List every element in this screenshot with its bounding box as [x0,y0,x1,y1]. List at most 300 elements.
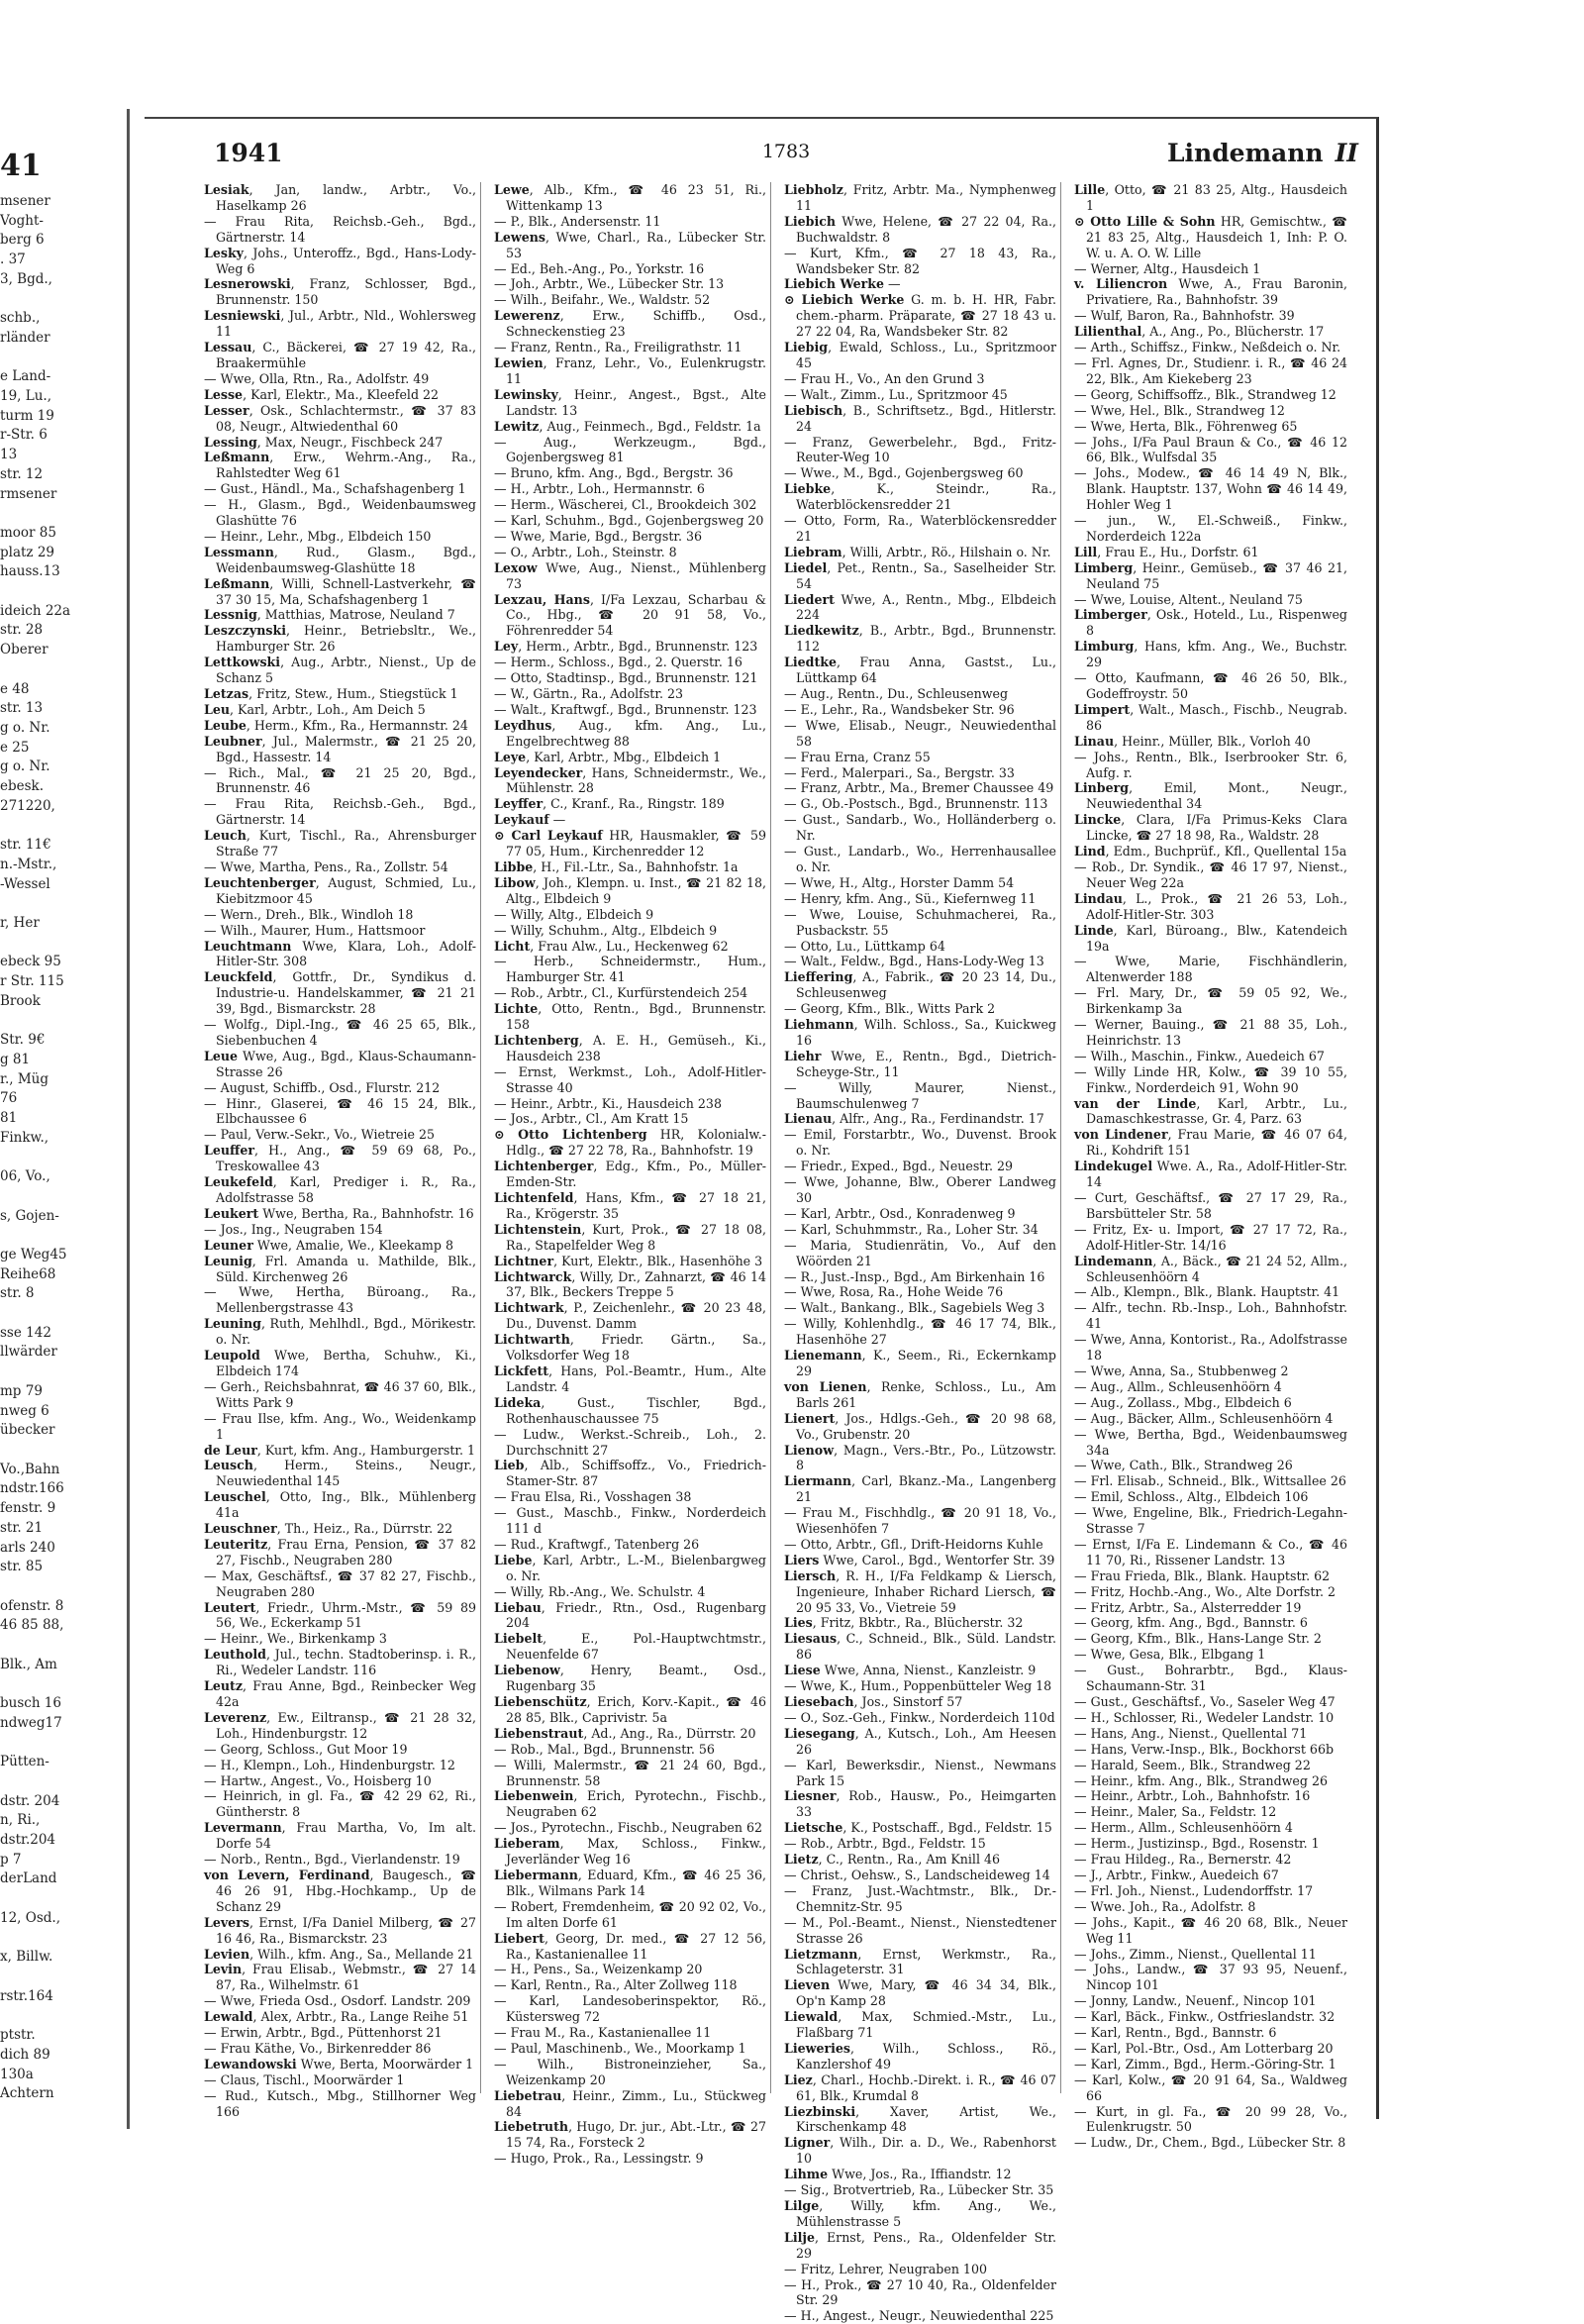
directory-entry [1074,355,1347,387]
directory-entry [1074,1836,1347,1852]
previous-page-line [0,1772,127,1792]
previous-page-line: r Str. 115 [0,973,64,990]
directory-entry [784,844,1056,875]
entry-name: Lichtenberger [494,1159,594,1174]
previous-page-line: schb., [0,310,41,327]
entry-name: Lesnerowski [204,276,291,292]
directory-entry [784,1710,1056,1726]
directory-entry [784,403,1056,435]
previous-page-line: dstr. 204 [0,1792,60,1809]
directory-entry [494,340,766,355]
directory-entry [1074,324,1347,340]
directory-entry [494,230,766,261]
entry-details: — Willy, Altg., Elbdeich 9 [494,906,654,922]
entry-details: , C., Rentn., Ra., Am Knill 46 [818,1852,1001,1868]
entry-name: Liebetruth [494,2119,569,2135]
entry-name: Leyffer [494,796,544,812]
entry-details: , Hans, Kfm., ☎ 27 18 21, Ra., Krögerstr. 35 [506,1190,766,1221]
entry-details: — Wwe, Frieda Osd., Osdorf. Landstr. 209 [204,1993,471,2009]
previous-page-line: mp 79 [0,1382,43,1399]
entry-details: — Heinr., We., Birkenkamp 3 [204,1631,387,1647]
directory-entry [204,1222,476,1238]
entry-details: — Karl, Rentn., Bgd., Bannstr. 6 [1074,2025,1277,2041]
previous-page-line: Vo.,Bahn [0,1461,60,1477]
directory-entry [204,387,476,403]
entry-details: , Frau E., Hu., Dorfstr. 61 [1097,544,1259,559]
entry-details: , Kurt, Tischl., Ra., Ahrensburger Straße 77 [216,828,476,859]
directory-entry [784,1852,1056,1868]
directory-entry [1074,1364,1347,1379]
entry-details: — Rob., Arbtr., Bgd., Feldstr. 15 [784,1836,986,1852]
directory-entry [1074,1096,1347,1128]
entry-details: — Paul, Verw.-Sekr., Vo., Wietreie 25 [204,1127,436,1143]
entry-details: , Henry, Beamt., Osd., Rugenbarg 35 [506,1663,766,1694]
previous-page-line: Reihe68 [0,1265,56,1282]
entry-details: , Fritz, Bkbtr., Ra., Blücherstr. 32 [812,1615,1024,1631]
entry-details: , Jan, landw., Arbtr., Vo., Haselkamp 26 [216,182,476,213]
entry-details: — Heinr., kfm. Ang., Blk., Strandweg 26 [1074,1772,1328,1788]
directory-entry [494,1332,766,1364]
entry-details: — O., Soz.-Geh., Finkw., Norderdeich 110d [784,1709,1055,1725]
entry-details: , B., Schriftsetz., Bgd., Hitlerstr. 24 [796,402,1056,434]
directory-entry [204,1710,476,1742]
directory-entry [784,702,1056,718]
entry-details: Wwe, Amalie, We., Kleekamp 8 [252,1237,453,1253]
previous-page-line [0,1441,127,1461]
directory-entry [204,1742,476,1758]
entry-details: — Alfr., techn. Rb.-Insp., Loh., Bahnhofstr. 41 [1074,1300,1347,1332]
entry-details: — Friedr., Exped., Bgd., Neuestr. 29 [784,1159,1014,1174]
previous-page-line: -Wessel [0,875,50,892]
entry-name: Liez [784,2071,813,2087]
directory-entry [784,340,1056,371]
directory-entry [784,1726,1056,1758]
entry-name: Lilienthal [1074,324,1142,340]
directory-entry [204,1962,476,1993]
directory-entry [494,1458,766,1489]
directory-entry [204,875,476,907]
entry-name: Lessau [204,340,252,355]
entry-details: — R., Just.-Insp., Bgd., Am Birkenhain 16 [784,1268,1045,1284]
entry-details: , A., Kutsch., Loh., Am Heesen 26 [796,1725,1056,1757]
entry-name: Lickfett [494,1363,549,1378]
directory-entry [1074,1064,1347,1096]
directory-entry [784,1694,1056,1710]
entry-details: , Franz, Schlosser, Bgd., Brunnenstr. 150 [216,276,476,308]
directory-entry [784,1269,1056,1285]
directory-entry [204,1489,476,1521]
entry-details: , A., Ang., Po., Blücherstr. 17 [1141,324,1325,340]
previous-page-number: 41 [0,149,42,183]
previous-page-line: e Land- [0,368,51,385]
directory-entry [1074,1190,1347,1222]
previous-page-line: fenstr. 9 [0,1500,56,1517]
previous-page-line [0,582,127,602]
entry-details: — jun., W., El.-Schweiß., Finkw., Norderdeich 122a [1074,513,1347,544]
entry-details: , A., Bäck., ☎ 21 24 52, Allm., Schleusenhöörn 4 [1086,1253,1347,1284]
entry-name: Lille [1074,182,1106,197]
entry-name: Lieb [494,1458,525,1473]
entry-name: Liebenwein [494,1788,574,1804]
previous-page-line: Finkw., [0,1129,50,1146]
directory-entry [1074,1379,1347,1395]
directory-entry [784,481,1056,513]
entry-details: — Walt., Bankang., Blk., Sagebiels Weg 3 [784,1300,1045,1316]
previous-page-line: 46 85 88, [0,1617,64,1634]
entry-details: Wwe, Bertha, Schuhw., Ki., Elbdeich 174 [216,1348,476,1378]
entry-name: ⊙ Carl Leykauf [494,828,603,844]
directory-entry [204,796,476,828]
entry-details: Wwe, Bertha, Ra., Bahnhofstr. 16 [258,1205,474,1221]
entry-details: — Karl, Schuhmmstr., Ra., Loher Str. 34 [784,1221,1039,1237]
entry-details: — Herm., Allm., Schleusenhöörn 4 [1074,1820,1293,1836]
directory-entry [494,2057,766,2088]
entry-details: , Joh., Klempn. u. Inst., ☎ 21 82 18, Altg., Elbdeich 9 [506,874,766,906]
directory-entry [784,875,1056,891]
entry-name: Levermann [204,1820,282,1836]
directory-entry [784,435,1056,466]
entry-details: , B., Arbtr., Bgd., Brunnenstr. 112 [796,623,1056,655]
previous-page-line: n, Ri., [0,1812,41,1829]
previous-page-line [0,349,127,368]
entry-details: — Frl. Joh., Nienst., Ludendorffstr. 17 [1074,1882,1314,1898]
directory-entry [1074,859,1347,891]
entry-details: — Karl, Arbtr., Osd., Konradenweg 9 [784,1205,1016,1221]
entry-details: , Karl, Arbtr., L.-M., Bielenbargweg o. Nr. [506,1552,766,1583]
entry-details: , Otto, ☎ 21 83 25, Altg., Hausdeich 1 [1086,182,1347,213]
previous-page-line: übecker [0,1422,55,1439]
directory-entry [784,2072,1056,2104]
entry-details: — Karl, Kolw., ☎ 20 91 64, Sa., Waldweg 66 [1074,2071,1347,2103]
previous-page-line: Oberer [0,642,49,658]
directory-entry [784,1537,1056,1553]
entry-details: — Kurt, Kfm., ☎ 27 18 43, Ra., Wandsbeker Str. 82 [784,245,1056,276]
entry-name: Leusch [204,1458,253,1473]
entry-name: Leuffer [204,1143,255,1159]
entry-name: Lewald [204,2009,253,2025]
directory-entry [784,371,1056,387]
directory-entry [784,1111,1056,1127]
directory-entry [784,214,1056,246]
entry-details: — Karl, Schuhm., Bgd., Gojenbergsweg 20 [494,513,764,529]
entry-details: — Otto, Stadtinsp., Bgd., Brunnenstr. 121 [494,670,758,686]
directory-entry [1074,1615,1347,1631]
entry-details: , Charl., Hochb.-Direkt. i. R., ☎ 46 07 61, Blk., Krumdal 8 [796,2071,1056,2103]
directory-entry [784,1868,1056,1883]
entry-details: Wwe, A., Frau Baronin, Privatiere, Ra., Bahnhofstr. 39 [1086,276,1347,308]
entry-details: , C., Bäckerei, ☎ 27 19 42, Ra., Braakermühle [216,340,476,370]
directory-entry [1074,2025,1347,2041]
entry-name: Lind [1074,844,1106,859]
entry-name: Linau [1074,733,1115,749]
directory-entry [1074,844,1347,859]
entry-details: — Frau Hildeg., Ra., Bernerstr. 42 [1074,1852,1292,1868]
directory-entry [204,734,476,765]
directory-entry [204,2057,476,2072]
entry-details: — Frau M., Fischhdlg., ☎ 20 91 18, Vo., Wiesenhöfen 7 [784,1505,1056,1537]
directory-entry [784,954,1056,969]
entry-details: , Hugo, Dr. jur., Abt.-Ltr., ☎ 27 15 74, Ra., Forsteck 2 [506,2119,766,2151]
previous-page-line: g 81 [0,1051,31,1067]
entry-name: Lieberam [494,1836,560,1852]
entry-name: Lindau [1074,890,1123,906]
directory-entry [494,1190,766,1222]
directory-entry [204,686,476,702]
directory-entry [494,2151,766,2167]
entry-name: Lesiak [204,182,249,197]
entry-name: Liedtke [784,655,838,670]
entry-details: , Alex, Arbtr., Ra., Lange Reihe 51 [252,2009,469,2025]
directory-entry [1074,2041,1347,2057]
entry-details: — Johs., Zimm., Nienst., Quellental 11 [1074,1946,1317,1962]
directory-entry [1074,1758,1347,1773]
directory-entry [204,1773,476,1789]
entry-name: Lietsche [784,1820,843,1836]
entry-details: — Ludw., Dr., Chem., Bgd., Lübecker Str. 8 [1074,2135,1346,2151]
entry-details: , Alfr., Ang., Ra., Ferdinandstr. 17 [832,1111,1044,1127]
directory-entry [494,1742,766,1758]
directory-entry [494,1395,766,1427]
entry-details: — Frau Erna, Cranz 55 [784,749,931,764]
directory-entry [494,1962,766,1977]
entry-name: Leuner [204,1237,253,1253]
directory-entry [784,750,1056,765]
directory-entry [494,419,766,435]
entry-name: Lettkowski [204,655,281,670]
previous-page-line: msener [0,193,50,209]
entry-details: — Karl, Rentn., Ra., Alter Zollweg 118 [494,1977,738,1993]
directory-entry [204,828,476,859]
previous-page-line: ebeck 95 [0,954,61,970]
previous-page-line: 19, Lu., [0,388,52,405]
directory-entry [204,545,476,576]
directory-entry [494,1127,766,1159]
entry-details: — Gust., Geschäftsf., Vo., Saseler Weg 47 [1074,1694,1336,1709]
directory-entry [784,1001,1056,1017]
directory-entry [1074,545,1347,560]
directory-entry [1074,1222,1347,1254]
entry-name: Libbe [494,859,534,874]
entry-details: — Rob., Dr. Syndik., ☎ 46 17 97, Nienst., Neuer Weg 22a [1074,859,1347,890]
entry-details: , Max, Schmied.-Mstr., Lu., Flaßbarg 71 [796,2009,1056,2041]
directory-entry [1074,607,1347,639]
entry-name: Liedel [784,559,828,575]
entry-details: , Renke, Schloss., Lu., Am Barls 261 [796,1378,1056,1410]
entry-name: Leykauf [494,812,549,828]
entry-details: , C., Schneid., Blk., Süld. Landstr. 86 [796,1631,1056,1663]
entry-details: — Frl. Mary, Dr., ☎ 59 05 92, We., Birkenkamp 3a [1074,985,1347,1017]
entry-details: — Jos., Pyrotechn., Fischb., Neugraben 62 [494,1820,762,1836]
entry-name: Limberger [1074,607,1147,623]
entry-details: — Heinr., Arbtr., Loh., Bahnhofstr. 16 [1074,1788,1311,1804]
directory-entry [784,182,1056,214]
directory-entry [784,1947,1056,1978]
directory-entry [494,1505,766,1537]
directory-entry [784,2230,1056,2262]
directory-entry [784,592,1056,624]
previous-page-line: p 7 [0,1851,22,1868]
entry-details: Wwe, Mary, ☎ 46 34 34, Blk., Op'n Kamp 28 [796,1977,1056,2009]
entry-name: Lieweries [784,2040,851,2056]
directory-entry [204,1631,476,1647]
directory-entry [204,1537,476,1568]
directory-entry [1074,1883,1347,1899]
entry-name: Lesser [204,402,249,418]
entry-details: , Jul., Malermstr., ☎ 21 25 20, Bgd., Hassestr. 14 [216,733,476,764]
entry-details: — Rud., Kraftwgf., Tatenberg 26 [494,1536,700,1552]
entry-details: — Aug., Bäcker, Allm., Schleusenhöörn 4 [1074,1410,1334,1426]
directory-entry [1074,1584,1347,1600]
directory-entry [494,1300,766,1332]
entry-name: ⊙ Otto Lille & Sohn [1074,213,1216,229]
directory-entry [494,1427,766,1459]
entry-details: , Alb., Schiffsoffz., Vo., Friedrich-Stamer-Str. 87 [506,1458,766,1489]
entry-name: de Leur [204,1442,257,1458]
directory-entry [784,1174,1056,1206]
entry-details: — Norb., Rentn., Bgd., Vierlandenstr. 19 [204,1852,460,1868]
entry-details: — Aug., Zollass., Mbg., Elbdeich 6 [1074,1394,1292,1410]
entry-details: , Eduard, Kfm., ☎ 46 25 36, Blk., Wilmans Park 14 [506,1867,766,1898]
directory-entry [1074,670,1347,702]
directory-entry [494,292,766,308]
previous-page-line: e 48 [0,680,30,697]
entry-name: Liebelt [494,1631,544,1647]
directory-entry [1074,1726,1347,1742]
directory-entry [494,812,766,828]
directory-entry [1074,465,1347,513]
entry-name: Liebau [494,1599,542,1615]
entry-details: , Wilh. Schloss., Sa., Kuickweg 16 [796,1017,1056,1048]
entry-details: , P., Zeichenlehr., ☎ 20 23 48, Du., Duvenst. Damm [506,1300,766,1332]
entry-details: — Kurt, in gl. Fa., ☎ 20 99 28, Vo., Eulenkrugstr. 50 [1074,2103,1347,2135]
entry-details: — Willy, Maurer, Nienst., Baumschulenweg 7 [784,1079,1056,1111]
entry-name: Lichtwarck [494,1268,572,1284]
previous-page-line: 81 [0,1110,18,1127]
entry-name: Liers [784,1552,820,1567]
entry-details: — Karl, Bewerksdir., Nienst., Newmans Park 15 [784,1757,1056,1788]
entry-details: — J., Arbtr., Finkw., Auedeich 67 [1074,1867,1279,1882]
entry-details: , Osk., Schlachtermstr., ☎ 37 83 08, Neugr., Altwiedenthal 60 [216,402,476,434]
entry-name: Liebenschütz [494,1694,587,1709]
directory-entry [784,969,1056,1001]
directory-entry [204,1758,476,1773]
column-4 [1074,182,1351,2151]
directory-entry [494,1269,766,1301]
entry-details: — Wwe, Anna, Sa., Stubbenweg 2 [1074,1363,1289,1378]
directory-entry [204,1206,476,1222]
entry-details: — Wwe, Louise, Altent., Neuland 75 [1074,591,1303,607]
entry-name: Lesse [204,386,244,402]
column-2 [494,182,771,2167]
entry-details: — Karl, Zimm., Bgd., Herm.-Göring-Str. 1 [1074,2056,1336,2071]
directory-entry [494,214,766,230]
entry-details: — Johs., Landw., ☎ 37 93 95, Neuenf., Nincop 101 [1074,1962,1347,1993]
directory-entry [494,670,766,686]
directory-entry [204,1852,476,1868]
entry-details: Wwe, Helene, ☎ 27 22 04, Ra., Buchwaldstr. 8 [796,213,1056,245]
directory-entry [494,875,766,907]
entry-details: — Ferd., Malerpari., Sa., Bergstr. 33 [784,764,1015,780]
entry-details: Wwe, Jos., Ra., Iffiandstr. 12 [828,2167,1012,2182]
entry-name: Leuckfeld [204,969,273,985]
header-running-head [1167,139,1358,167]
entry-details: , L., Prok., ☎ 21 26 53, Loh., Adolf-Hitler-Str. 303 [1086,890,1347,922]
entry-name: Lindemann [1074,1253,1153,1268]
entry-details: , Erw., Wehrm.-Ang., Ra., Rahlstedter Weg 61 [216,450,476,481]
entry-details: , Ewald, Schloss., Lu., Spritzmoor 45 [796,340,1056,370]
directory-entry [494,465,766,481]
entry-name: Liebert [494,1930,544,1946]
previous-page-line [0,1929,127,1949]
directory-entry [204,1915,476,1947]
previous-page-line: ndstr.166 [0,1480,64,1497]
entry-details: — Heinr., Arbtr., Ki., Hausdeich 238 [494,1095,722,1111]
entry-details: , Aug., kfm. Ang., Lu., Engelbrechtweg 88 [506,717,766,749]
directory-entry [1074,702,1347,734]
entry-name: Lill [1074,544,1098,559]
entry-details: — H., Glasm., Bgd., Weidenbaumsweg Glashütte 76 [204,497,476,529]
entry-details: , Jos., Sinstorf 57 [853,1694,963,1709]
entry-details: G. m. b. H. HR, Fabr. chem.-pharm. Präparate, ☎ 27 18 43 u. 27 22 04, Ra, Wandsbeker Str. 82 [796,292,1056,340]
entry-details: , I/Fa Lexzau, Scharbau & Co., Hbg., ☎ 20 91 58, Vo., Föhrenredder 54 [506,591,766,639]
directory-entry [494,355,766,387]
entry-details: Wwe, E., Rentn., Bgd., Dietrich-Scheyge-Str., 11 [796,1048,1056,1079]
entry-name: Ligner [784,2135,831,2151]
entry-details: , Kurt, Prok., ☎ 27 18 08, Ra., Stapelfelder Weg 8 [506,1221,766,1253]
entry-details: — Rob., Arbtr., Cl., Kurfürstendeich 254 [494,985,748,1001]
entry-details: Wwe, Carol., Bgd., Wentorfer Str. 39 [819,1552,1055,1567]
entry-details: , Karl, Prediger i. R., Ra., Adolfstrasse 58 [216,1174,476,1205]
directory-entry [494,545,766,560]
entry-details: — Gust., Landarb., Wo., Herrenhausallee o. Nr. [784,844,1056,874]
directory-entry [784,1615,1056,1631]
entry-details: , K., Postschaff., Bgd., Feldstr. 15 [842,1820,1052,1836]
running-header [214,139,1358,180]
directory-entry [204,939,476,970]
entry-name: Lichtwark [494,1300,564,1316]
entry-details: — Frau Elsa, Ri., Vosshagen 38 [494,1489,692,1505]
entry-details: , Matthias, Matrose, Neuland 7 [256,607,455,623]
entry-name: Leube [204,717,247,733]
entry-name: Liesegang [784,1725,855,1741]
entry-name: Lewandowski [204,2056,297,2071]
entry-details: , Fritz, Stew., Hum., Stiegstück 1 [248,686,458,701]
entry-name: von Lindener [1074,1127,1168,1143]
directory-entry [494,1111,766,1127]
entry-name: Liebenstraut [494,1725,584,1741]
previous-page-line: turm 19 [0,407,54,424]
entry-name: Lichtenberg [494,1032,579,1048]
directory-entry [784,718,1056,750]
directory-entry [494,1033,766,1064]
previous-page-line: str. 11€ [0,837,51,854]
entry-details: — Walt., Kraftwgf., Bgd., Brunnenstr. 123 [494,701,757,717]
entry-details: — Alb., Klempn., Blk., Blank. Hauptstr. 41 [1074,1284,1340,1300]
entry-name: Liesebach [784,1694,854,1709]
entry-details: — Wwe, Bertha, Bgd., Weidenbaumsweg 34a [1074,1426,1347,1458]
directory-entry [204,1379,476,1411]
entry-details: — Wilh., Maschin., Finkw., Auedeich 67 [1074,1048,1325,1063]
entry-details: — Gust., Maschb., Finkw., Norderdeich 111 d [494,1505,766,1537]
entry-name: Linde [1074,922,1114,938]
directory-entry [1074,387,1347,403]
entry-name: Lichtner [494,1253,554,1268]
entry-details: — Wwe, Marie, Bgd., Bergstr. 36 [494,528,703,544]
entry-details: , Kurt, Elektr., Blk., Hasenhöhe 3 [553,1253,763,1268]
entry-name: Lietzmann [784,1946,858,1962]
entry-name: Libow [494,874,536,890]
entry-details: , Karl, Arbtr., Mbg., Elbdeich 1 [526,749,722,764]
